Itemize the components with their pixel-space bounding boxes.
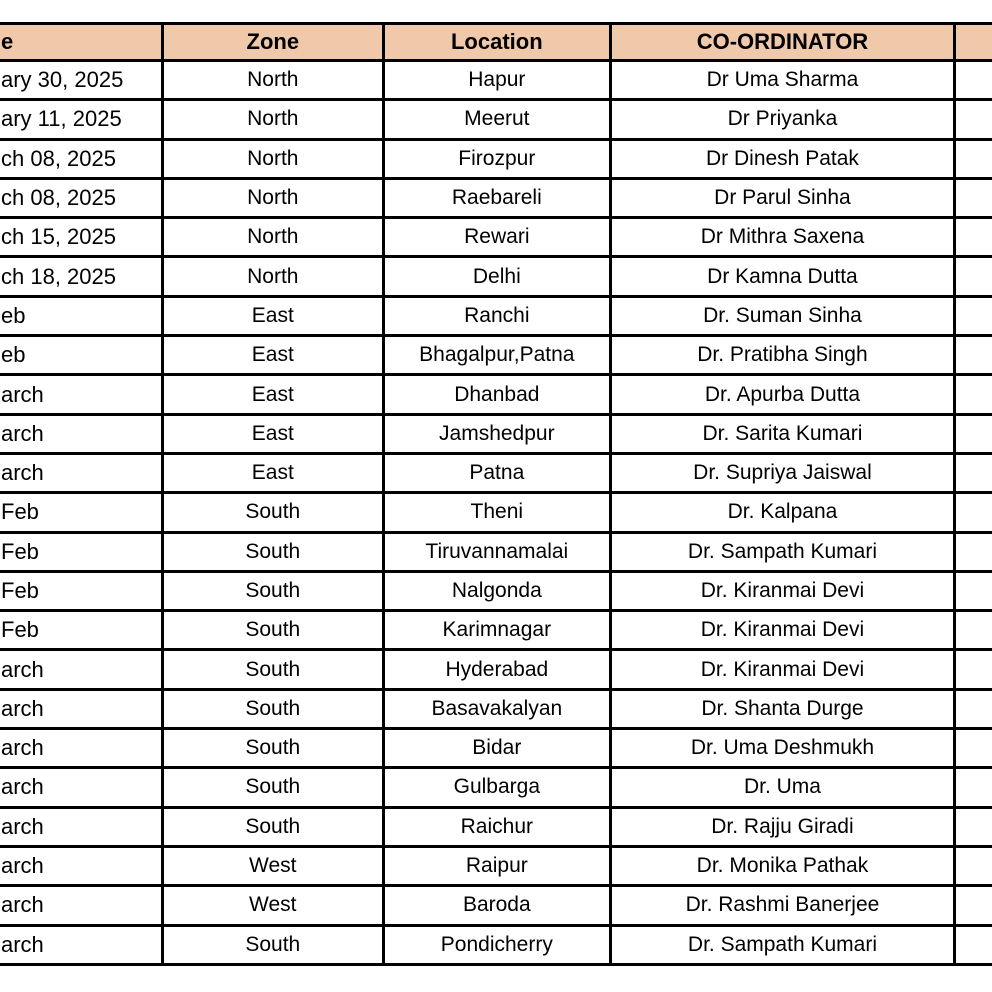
cell-coordinator: Dr. Rashmi Banerjee <box>610 886 955 925</box>
cell-zone: South <box>162 689 383 728</box>
cell-zone: South <box>162 807 383 846</box>
cell-date-fragment: arch <box>0 925 162 964</box>
cell-zone: South <box>162 493 383 532</box>
cell-location: Hyderabad <box>383 650 610 689</box>
cell-extra-sliver <box>955 453 992 492</box>
table-row <box>0 571 992 610</box>
cell-zone: East <box>162 296 383 335</box>
cell-date-fragment: Feb <box>0 493 162 532</box>
cell-location: Dhanbad <box>383 375 610 414</box>
cell-extra-sliver <box>955 257 992 296</box>
header-extra-column-sliver <box>955 24 992 61</box>
cell-extra-sliver <box>955 611 992 650</box>
cell-coordinator: Dr. Sampath Kumari <box>610 925 955 964</box>
cell-zone: South <box>162 571 383 610</box>
table-row <box>0 807 992 846</box>
cell-extra-sliver <box>955 493 992 532</box>
cell-extra-sliver <box>955 61 992 100</box>
cell-zone: North <box>162 100 383 139</box>
schedule-table-body <box>0 61 992 965</box>
table-row <box>0 178 992 217</box>
cell-extra-sliver <box>955 807 992 846</box>
cell-date-fragment: Feb <box>0 611 162 650</box>
table-row <box>0 375 992 414</box>
header-coordinator: CO-ORDINATOR <box>610 24 955 61</box>
cell-location: Karimnagar <box>383 611 610 650</box>
cell-coordinator: Dr. Suman Sinha <box>610 296 955 335</box>
cell-location: Jamshedpur <box>383 414 610 453</box>
cell-date-fragment: ch 08, 2025 <box>0 178 162 217</box>
cell-date-fragment: ary 30, 2025 <box>0 61 162 100</box>
cell-zone: West <box>162 846 383 885</box>
cell-location: Bhagalpur,Patna <box>383 336 610 375</box>
cell-extra-sliver <box>955 296 992 335</box>
cell-coordinator: Dr. Kiranmai Devi <box>610 650 955 689</box>
cell-location: Raipur <box>383 846 610 885</box>
table-row <box>0 650 992 689</box>
cell-extra-sliver <box>955 100 992 139</box>
table-row <box>0 611 992 650</box>
table-row <box>0 729 992 768</box>
cell-extra-sliver <box>955 414 992 453</box>
cell-location: Nalgonda <box>383 571 610 610</box>
cell-zone: South <box>162 729 383 768</box>
cell-date-fragment: arch <box>0 807 162 846</box>
cell-coordinator: Dr. Sarita Kumari <box>610 414 955 453</box>
cell-date-fragment: eb <box>0 296 162 335</box>
cell-location: Meerut <box>383 100 610 139</box>
cell-date-fragment: ch 18, 2025 <box>0 257 162 296</box>
table-row <box>0 689 992 728</box>
table-row <box>0 886 992 925</box>
cell-extra-sliver <box>955 178 992 217</box>
cell-location: Firozpur <box>383 139 610 178</box>
cell-date-fragment: arch <box>0 729 162 768</box>
cell-zone: East <box>162 414 383 453</box>
cell-extra-sliver <box>955 532 992 571</box>
cell-date-fragment: Feb <box>0 571 162 610</box>
table-row <box>0 493 992 532</box>
table-row <box>0 846 992 885</box>
cell-coordinator: Dr Uma Sharma <box>610 61 955 100</box>
header-location: Location <box>383 24 610 61</box>
cell-date-fragment: ary 11, 2025 <box>0 100 162 139</box>
cell-extra-sliver <box>955 729 992 768</box>
cell-date-fragment: arch <box>0 453 162 492</box>
cell-zone: North <box>162 139 383 178</box>
cell-extra-sliver <box>955 689 992 728</box>
cell-location: Hapur <box>383 61 610 100</box>
cell-location: Ranchi <box>383 296 610 335</box>
header-date-fragment: e <box>0 24 162 61</box>
cell-zone: South <box>162 650 383 689</box>
cell-coordinator: Dr Dinesh Patak <box>610 139 955 178</box>
table-row <box>0 296 992 335</box>
cell-date-fragment: arch <box>0 846 162 885</box>
cell-date-fragment: arch <box>0 689 162 728</box>
cell-location: Tiruvannamalai <box>383 532 610 571</box>
cell-zone: West <box>162 886 383 925</box>
cell-coordinator: Dr. Supriya Jaiswal <box>610 453 955 492</box>
cell-coordinator: Dr Priyanka <box>610 100 955 139</box>
cell-extra-sliver <box>955 768 992 807</box>
cell-zone: East <box>162 453 383 492</box>
table-row <box>0 61 992 100</box>
header-zone: Zone <box>162 24 383 61</box>
cell-zone: North <box>162 257 383 296</box>
cell-extra-sliver <box>955 336 992 375</box>
cell-zone: South <box>162 611 383 650</box>
header-row <box>0 24 992 61</box>
cell-date-fragment: arch <box>0 650 162 689</box>
cell-date-fragment: Feb <box>0 532 162 571</box>
cell-coordinator: Dr. Pratibha Singh <box>610 336 955 375</box>
cell-coordinator: Dr Parul Sinha <box>610 178 955 217</box>
cell-date-fragment: arch <box>0 375 162 414</box>
table-row <box>0 532 992 571</box>
cell-zone: North <box>162 178 383 217</box>
cell-zone: South <box>162 925 383 964</box>
cell-coordinator: Dr. Apurba Dutta <box>610 375 955 414</box>
cell-coordinator: Dr. Kiranmai Devi <box>610 571 955 610</box>
cell-extra-sliver <box>955 846 992 885</box>
cell-zone: South <box>162 532 383 571</box>
cell-extra-sliver <box>955 139 992 178</box>
table-row <box>0 100 992 139</box>
table-row <box>0 336 992 375</box>
cell-location: Pondicherry <box>383 925 610 964</box>
cell-zone: South <box>162 768 383 807</box>
cell-zone: East <box>162 375 383 414</box>
cell-date-fragment: ch 08, 2025 <box>0 139 162 178</box>
cell-coordinator: Dr. Sampath Kumari <box>610 532 955 571</box>
cell-date-fragment: eb <box>0 336 162 375</box>
cell-zone: North <box>162 218 383 257</box>
cell-location: Basavakalyan <box>383 689 610 728</box>
cell-coordinator: Dr. Uma <box>610 768 955 807</box>
cell-extra-sliver <box>955 886 992 925</box>
cell-location: Raichur <box>383 807 610 846</box>
cell-location: Gulbarga <box>383 768 610 807</box>
cell-date-fragment: arch <box>0 768 162 807</box>
cell-location: Patna <box>383 453 610 492</box>
table-row <box>0 768 992 807</box>
schedule-table <box>0 22 992 966</box>
cell-coordinator: Dr. Shanta Durge <box>610 689 955 728</box>
cell-coordinator: Dr. Monika Pathak <box>610 846 955 885</box>
cell-location: Rewari <box>383 218 610 257</box>
cell-coordinator: Dr. Kiranmai Devi <box>610 611 955 650</box>
cell-location: Theni <box>383 493 610 532</box>
cell-coordinator: Dr Mithra Saxena <box>610 218 955 257</box>
cell-zone: East <box>162 336 383 375</box>
table-row <box>0 453 992 492</box>
cell-coordinator: Dr. Uma Deshmukh <box>610 729 955 768</box>
cell-location: Baroda <box>383 886 610 925</box>
cell-zone: North <box>162 61 383 100</box>
cell-date-fragment: arch <box>0 886 162 925</box>
cell-coordinator: Dr. Kalpana <box>610 493 955 532</box>
cell-extra-sliver <box>955 571 992 610</box>
cell-extra-sliver <box>955 218 992 257</box>
table-row <box>0 139 992 178</box>
cell-date-fragment: ch 15, 2025 <box>0 218 162 257</box>
cell-location: Bidar <box>383 729 610 768</box>
cell-extra-sliver <box>955 650 992 689</box>
cell-location: Delhi <box>383 257 610 296</box>
cell-coordinator: Dr Kamna Dutta <box>610 257 955 296</box>
cell-extra-sliver <box>955 375 992 414</box>
table-row <box>0 414 992 453</box>
cell-date-fragment: arch <box>0 414 162 453</box>
cell-location: Raebareli <box>383 178 610 217</box>
cell-coordinator: Dr. Rajju Giradi <box>610 807 955 846</box>
cell-extra-sliver <box>955 925 992 964</box>
table-row <box>0 925 992 964</box>
table-row <box>0 218 992 257</box>
table-row <box>0 257 992 296</box>
